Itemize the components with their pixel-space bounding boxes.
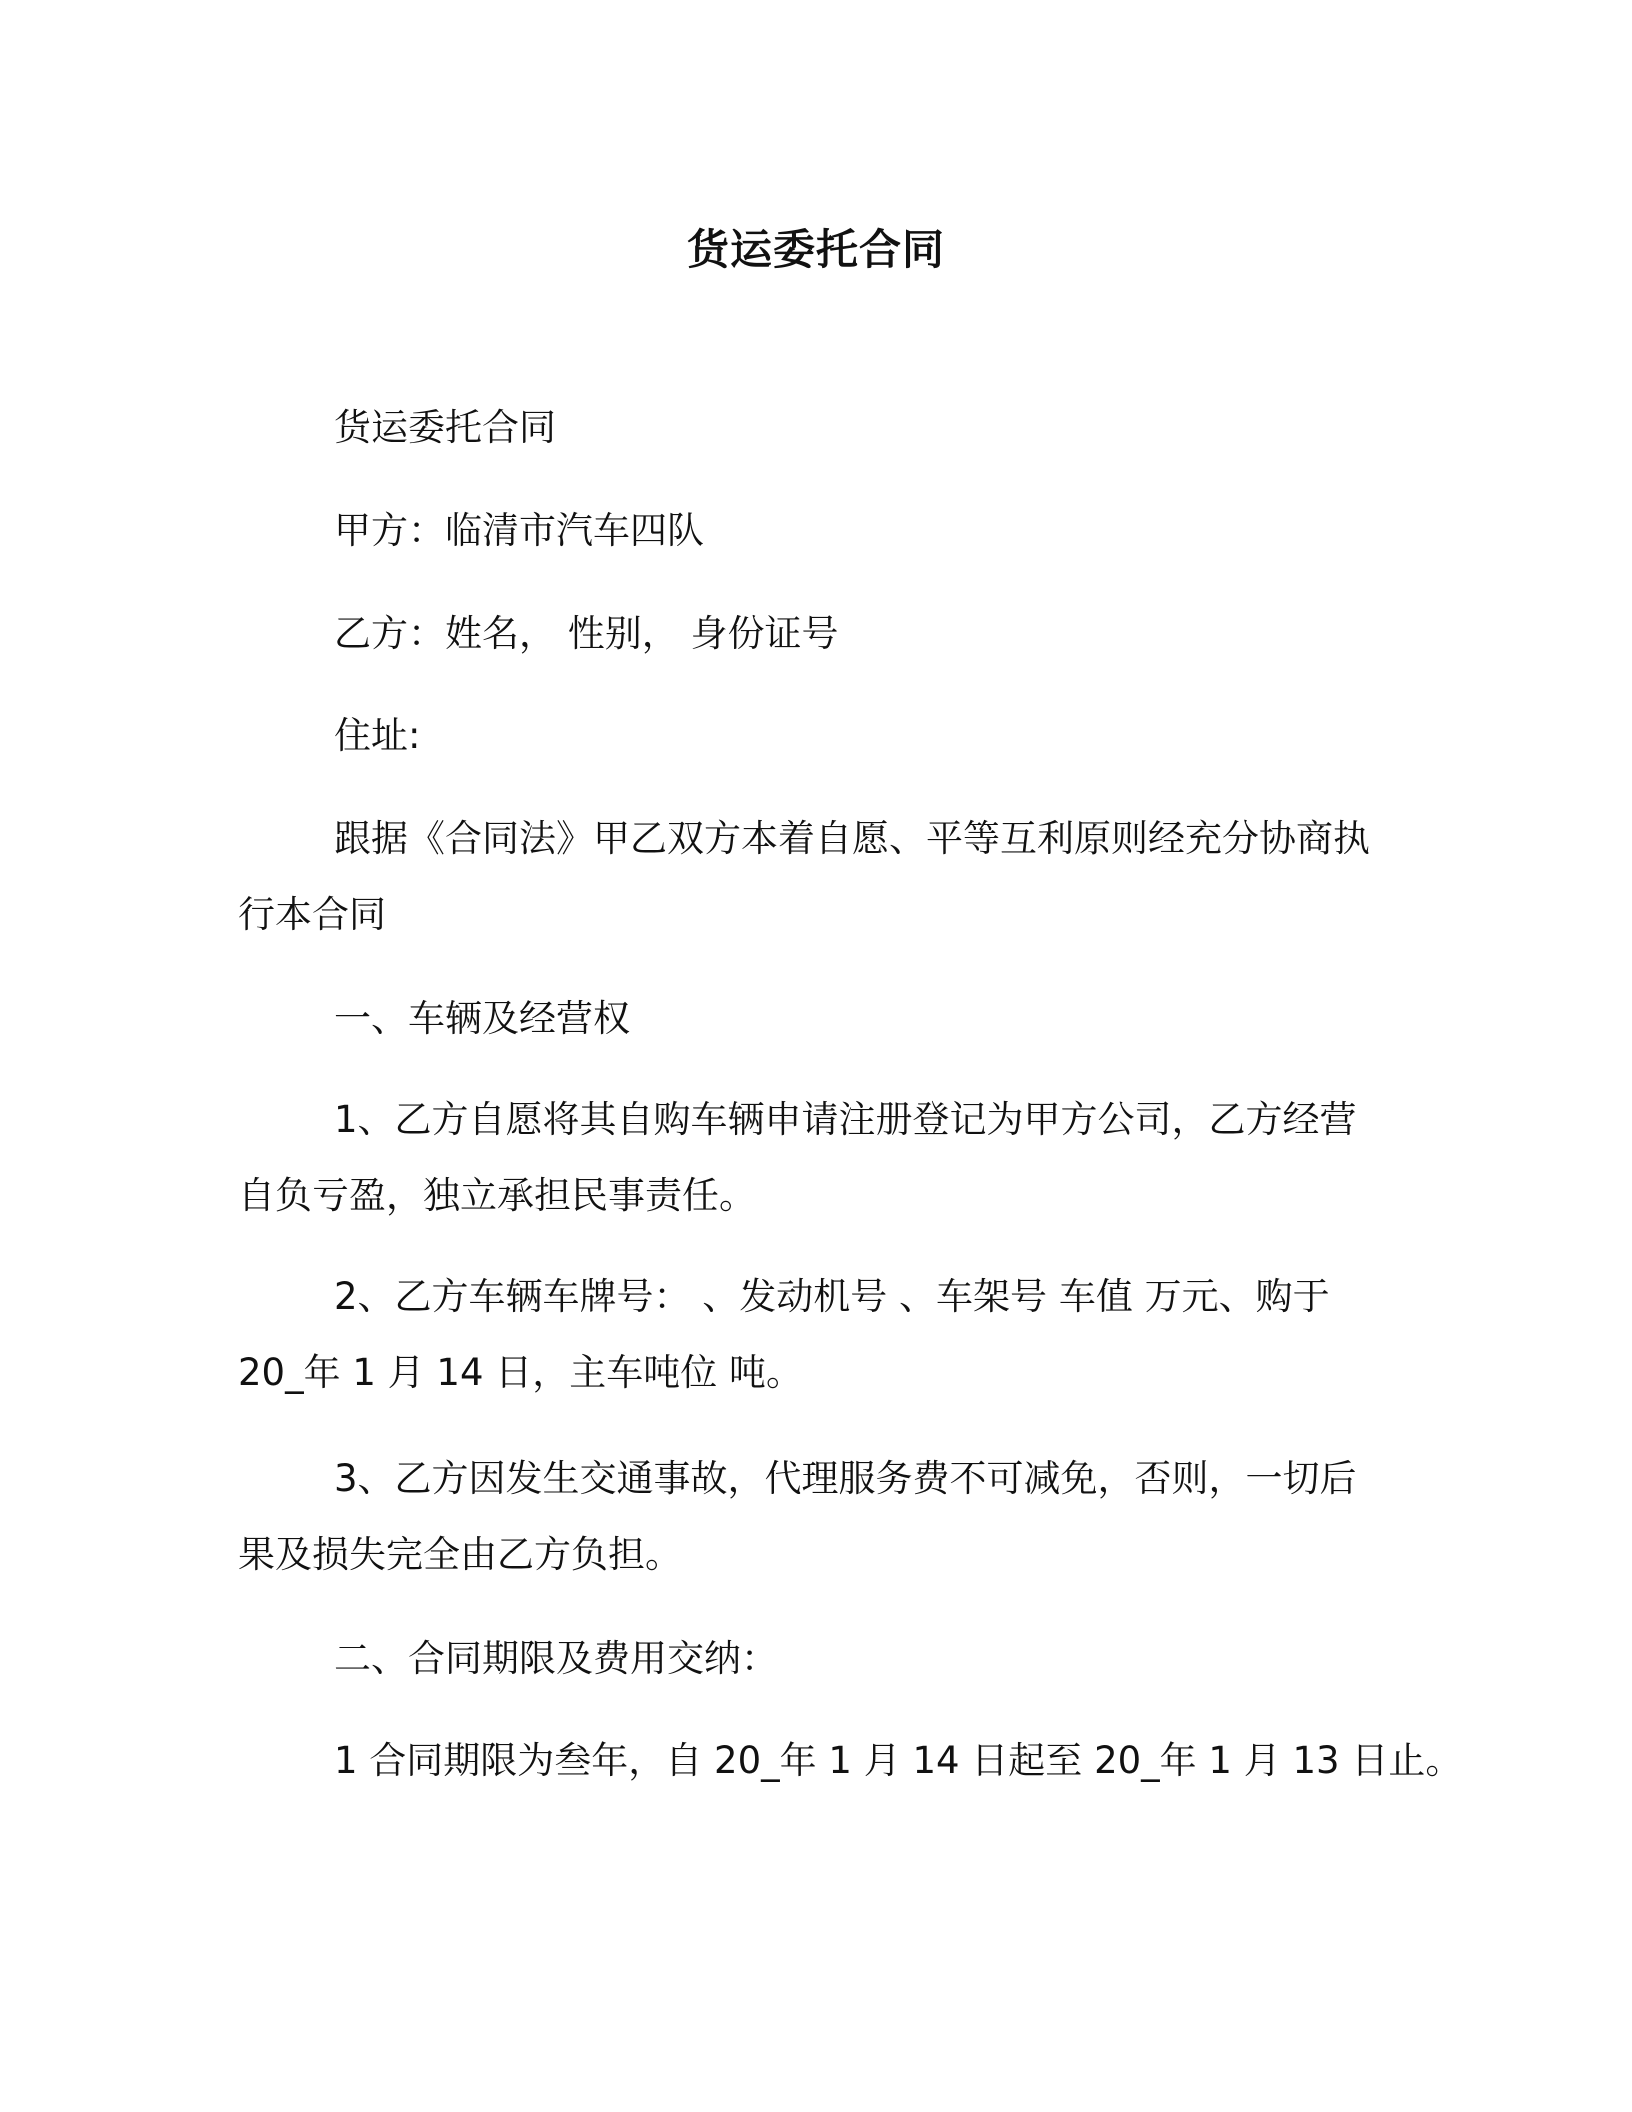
basis-line-1 <box>238 801 1428 877</box>
item-1-3-line-1-text: 3、乙方因发生交通事故，代理服务费不可减免，否则，一切后 <box>334 1457 1357 1500</box>
subtitle-paragraph <box>238 390 1428 466</box>
item-1-3-paragraph <box>238 1441 1428 1593</box>
item-1-1-line-1 <box>238 1082 1428 1158</box>
item-1-1-line-1-text: 1、乙方自愿将其自购车辆申请注册登记为甲方公司，乙方经营 <box>334 1098 1357 1141</box>
basis-line-2: 行本合同 <box>238 893 386 936</box>
subtitle-text: 货运委托合同 <box>334 406 556 449</box>
item-1-3-line-1 <box>238 1441 1428 1517</box>
item-1-1-paragraph <box>238 1082 1428 1234</box>
item-1-2-line-2: 20_年 1 月 14 日，主车吨位 吨。 <box>238 1351 804 1394</box>
item-1-3-line-2: 果及损失完全由乙方负担。 <box>238 1533 682 1576</box>
item-1-1-line-2: 自负亏盈，独立承担民事责任。 <box>238 1174 756 1217</box>
party-b-text: 乙方：姓名， 性别， 身份证号 <box>334 612 839 655</box>
party-b-paragraph <box>238 596 1428 672</box>
basis-line-1-text: 跟据《合同法》甲乙双方本着自愿、平等互利原则经充分协商执 <box>334 817 1370 860</box>
item-1-2-line-1-text: 2、乙方车辆车牌号： 、发动机号 、车架号 车值 万元、购于 <box>334 1275 1330 1318</box>
item-1-2-paragraph <box>238 1259 1428 1411</box>
section-2-heading <box>238 1621 1428 1697</box>
item-2-1-text: 1 合同期限为叁年，自 20_年 1 月 14 日起至 20_年 1 月 13 日止。 <box>334 1739 1463 1782</box>
party-a-paragraph <box>238 493 1428 569</box>
section-2-text: 二、合同期限及费用交纳： <box>334 1637 778 1680</box>
document-title: 货运委托合同 <box>686 225 945 274</box>
basis-paragraph <box>238 801 1428 953</box>
section-1-text: 一、车辆及经营权 <box>334 997 630 1040</box>
address-paragraph <box>238 698 1428 774</box>
party-a-text: 甲方：临清市汽车四队 <box>334 509 704 552</box>
item-1-2-line-1 <box>238 1259 1428 1335</box>
section-1-heading <box>238 981 1428 1057</box>
item-2-1-paragraph <box>238 1723 1463 1799</box>
address-text: 住址: <box>334 714 421 757</box>
